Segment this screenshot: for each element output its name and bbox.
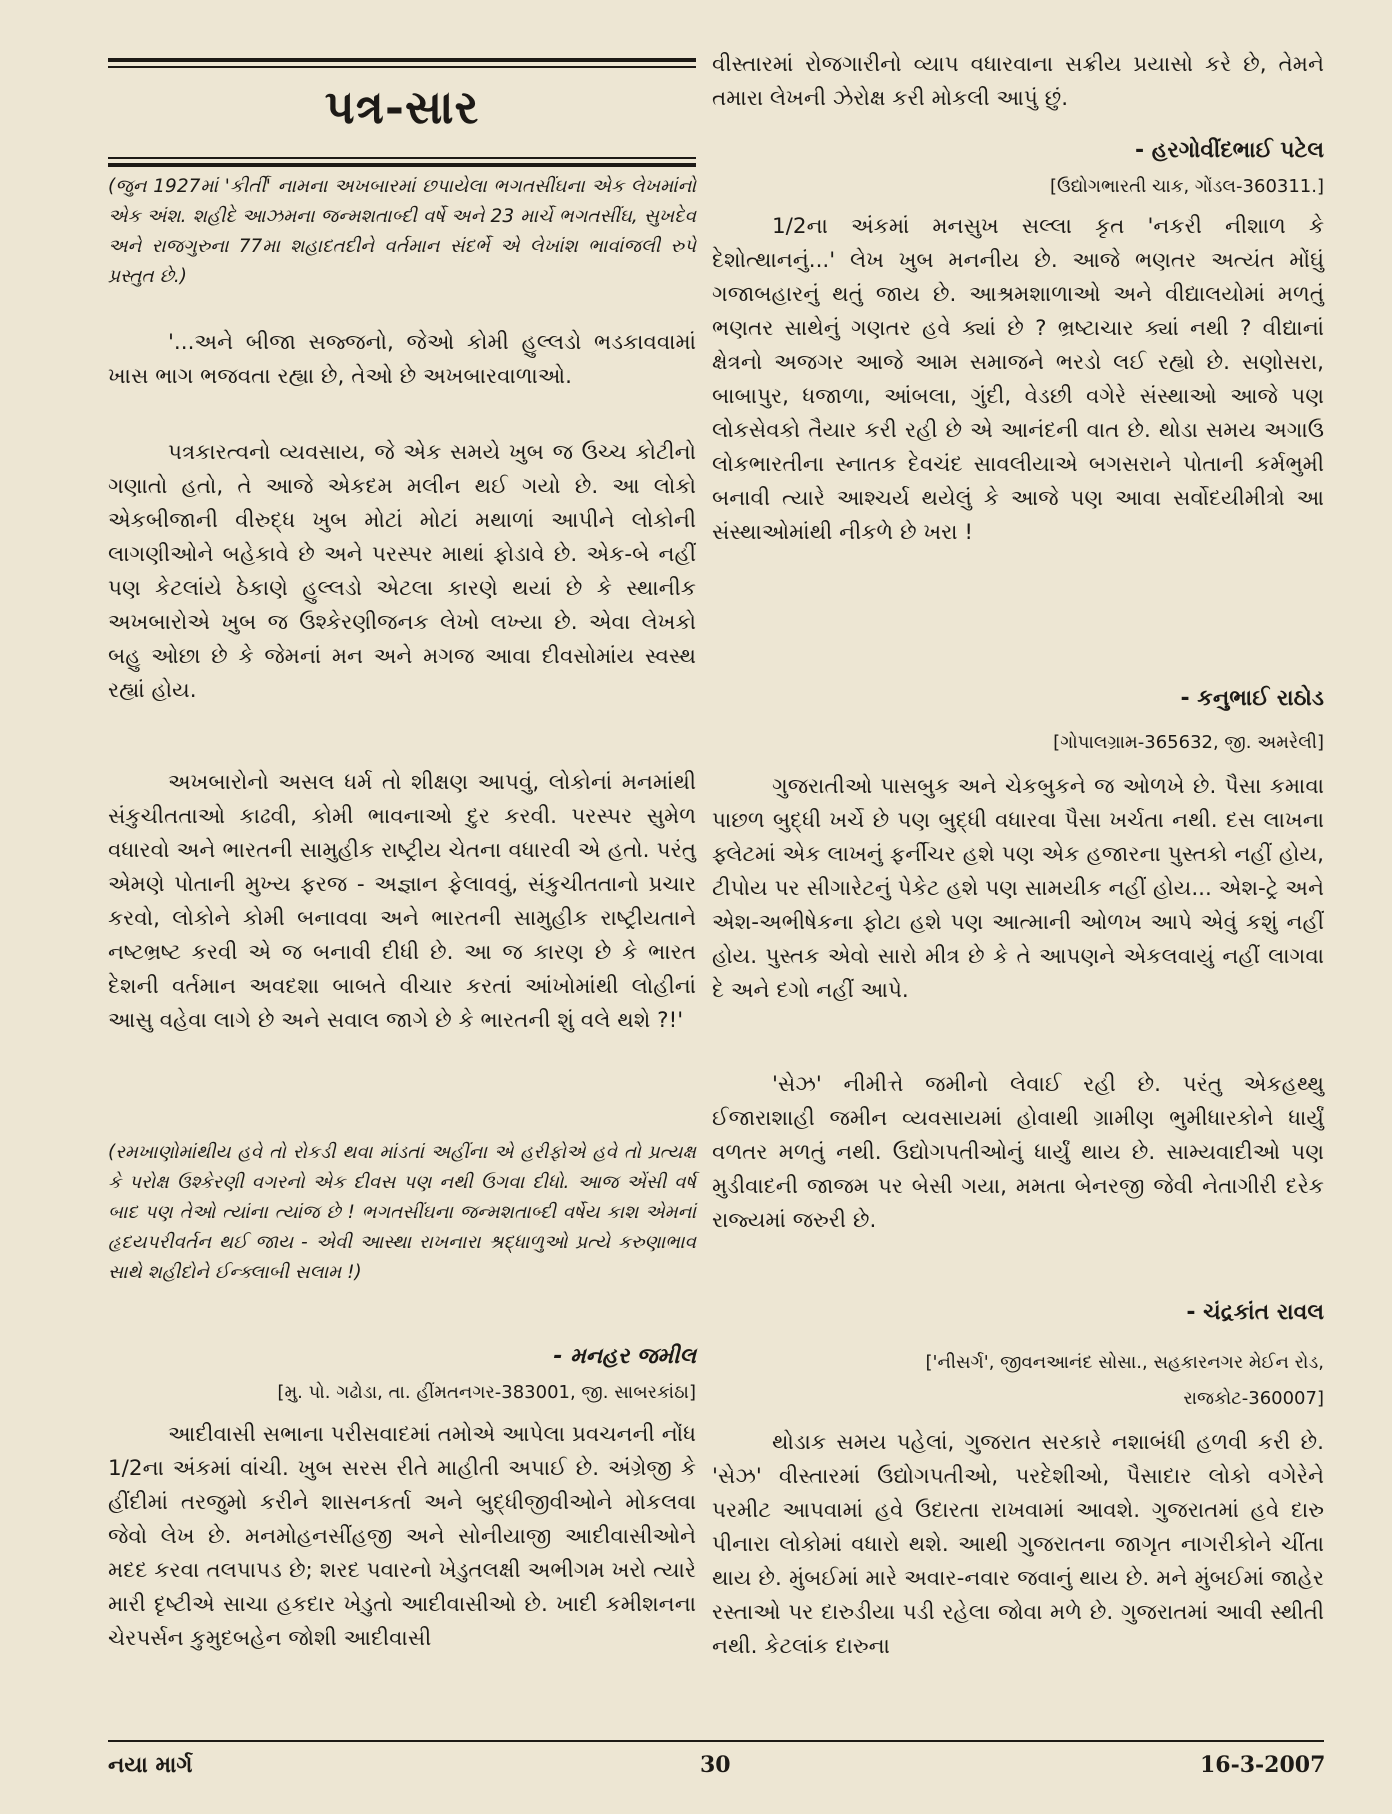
letter1-para-1: '...અને બીજા સજ્જનો, જેઓ કોમી હુલ્લડો ભડકાવવામાં ખાસ ભાગ ભજવતા રહ્યા છે, તેઓ છે અખબારવાળાઓ.	[108, 330, 696, 389]
letter4-para-2: 'સેઝ' નીમીત્તે જમીનો લેવાઈ રહી છે. પરંતુ એકહથ્થુ ઈજારાશાહી જમીન વ્યવસાયમાં હોવાથી ગ્રામીણ ભુમીધારકોને ધાર્યું વળતર મળતું નથી. ઉદ્યોગપતીઓનું ધાર્યું થાય છે. સામ્યવાદીઓ પણ મુડીવાદની જાજમ પર બેસી ગયા, મમતા બેનરજી જેવી નેતાગીરી દરેક રાજ્યમાં જરુરી છે.	[712, 1072, 1324, 1233]
intro-note: (જુન 1927માં 'કીર્તી' નામના અખબારમાં છપાયેલા ભગતસીંઘના એક લેખમાંનો એક અંશ. શહીદે આઝમના જન્મશતાબ્દી વર્ષે અને 23 માર્ચે ભગતસીંઘ, સુખદેવ અને રાજગુરુના 77મા શહાદતદીને વર્તમાન સંદર્ભે એ લેખાંશ ભાવાંજલી રુપે પ્રસ્તુત છે.)	[108, 176, 696, 287]
letter4-para-1: ગુજરાતીઓ પાસબુક અને ચેકબુકને જ ઓળખે છે. પૈસા કમાવા પાછળ બુદ્ધી ખર્ચે છે પણ બુદ્ધી વધારવા પૈસા ખર્ચતા નથી. દસ લાખના ફ્લેટમાં એક લાખનું ફર્નીચર હશે પણ એક હજારના પુસ્તકો નહીં હોય, ટીપોય પર સીગારેટનું પેકેટ હશે પણ સામયીક નહીં હોય... એશ-ટ્રે અને એશ-અભીષેકના ફોટા હશે પણ આત્માની ઓળખ આપે એવું કશું નહીં હોય. પુસ્તક એવો સારો મીત્ર છે કે તે આપણને એકલવાયું નહીં લાગવા દે અને દગો નહીં આપે.	[712, 774, 1324, 1003]
letter3-address: [ગોપાલગ્રામ-365632, જી. અમરેલી]	[1053, 732, 1324, 753]
letter1-para-2: પત્રકારત્વનો વ્યવસાય, જે એક સમયે ખુબ જ ઉચ્ચ કોટીનો ગણાતો હતો, તે આજે એકદમ મલીન થઈ ગયો છે. આ લોકો એકબીજાની વીરુદ્ધ ખુબ મોટાં મોટાં મથાળાં આપીને લોકોની લાગણીઓને બહેકાવે છે અને પરસ્પર માથાં ફોડાવે છે. એક-બે નહીં પણ કેટલાંયે ઠેકાણે હુલ્લડો એટલા કારણે થયાં છે કે સ્થાનીક અખબારોએ ખુબ જ ઉશ્કેરણીજનક લેખો લખ્યા છે. એવા લેખકો બહુ ઓછા છે કે જેમનાં મન અને મગજ આવા દીવસોમાંય સ્વસ્થ રહ્યાં હોય.	[108, 440, 696, 703]
title-rule-bottom	[108, 157, 696, 167]
letter4-signature: - ચંદ્રકાંત રાવલ	[1186, 1300, 1324, 1325]
letter4-paragraph-2	[712, 1068, 1324, 1238]
letter2-para-left: આદીવાસી સભાના પરીસવાદમાં તમોએ આપેલા પ્રવચનની નોંધ 1/2ના અંકમાં વાંચી. ખુબ સરસ રીતે માહીતી અપાઈ છે. અંગ્રેજી કે હીંદીમાં તરજુમો કરીને શાસનકર્તા અને બુદ્ધીજીવીઓને મોકલવા જેવો લેખ છે. મનમોહનસીંહજી અને સોનીયાજી આદીવાસીઓને મદદ કરવા તલપાપડ છે; શરદ પવારનો ખેડુતલક્ષી અભીગમ ખરો ત્યારે મારી દૃષ્ટીએ સાચા હકદાર ખેડુતો આદીવાસીઓ છે. ખાદી કમીશનના ચેરપર્સન કુમુદબહેન જોશી આદીવાસી	[108, 1422, 696, 1651]
title-rule-top	[108, 58, 696, 68]
footer-rule	[108, 1740, 1324, 1742]
letter2-paragraph-left	[108, 1418, 696, 1656]
letter1-address: [મુ. પો. ગઢોડા, તા. હીંમતનગર-383001, જી. સાબરકાંઠા]	[277, 1382, 696, 1403]
letter4-paragraph-1	[712, 770, 1324, 1008]
letter1-paragraph-1	[108, 326, 696, 394]
page-title: પત્ર-સાર	[324, 80, 480, 134]
letter2-paragraph-right: વીસ્તારમાં રોજગારીનો વ્યાપ વધારવાના સક્રીય પ્રયાસો કરે છે, તેમને તમારા લેખની ઝેરોક્ષ કરી મોકલી આપું છું.	[712, 52, 1324, 111]
footer-publication: નયા માર્ગ	[108, 1752, 193, 1778]
letter1-paragraph-3	[108, 766, 696, 1038]
footer-page-number: 30	[700, 1752, 731, 1778]
letter2-signature: - હરગોવીંદભાઈ પટેલ	[1134, 138, 1324, 163]
letter5-paragraph	[712, 1426, 1324, 1664]
letter5-para: થોડાક સમય પહેલાં, ગુજરાત સરકારે નશાબંધી હળવી કરી છે. 'સેઝ' વીસ્તારમાં ઉદ્યોગપતીઓ, પરદેશીઓ, પૈસાદાર લોકો વગેરેને પરમીટ આપવામાં હવે ઉદારતા રાખવામાં આવશે. ગુજરાતમાં હવે દારુ પીનારા લોકોમાં વધારો થશે. આથી ગુજરાતના જાગૃત નાગરીકોને ચીંતા થાય છે. મુંબઈમાં મારે અવાર-નવાર જવાનું થાય છે. મને મુંબઈમાં જાહેર રસ્તાઓ પર દારુડીયા પડી રહેલા જોવા મળે છે. ગુજરાતમાં આવી સ્થીતી નથી. કેટલાંક દારુના	[712, 1430, 1324, 1659]
letter1-para-3: અખબારોનો અસલ ધર્મ તો શીક્ષણ આપવું, લોકોનાં મનમાંથી સંકુચીતતાઓ કાઢવી, કોમી ભાવનાઓ દુર કરવી. પરસ્પર સુમેળ વધારવો અને ભારતની સામુહીક રાષ્ટ્રીય ચેતના વધારવી એ હતો. પરંતુ એમણે પોતાની મુખ્ય ફરજ - અજ્ઞાન ફેલાવવું, સંકુચીતતાનો પ્રચાર કરવો, લોકોને કોમી બનાવવા અને ભારતની સામુહીક રાષ્ટ્રીયતાને નષ્ટભ્રષ્ટ કરવી એ જ બનાવી દીધી છે. આ જ કારણ છે કે ભારત દેશની વર્તમાન અવદશા બાબતે વીચાર કરતાં આંખોમાંથી લોહીનાં આસુ વહેવા લાગે છે અને સવાલ જાગે છે કે ભારતની શું વલે થશે ?!'	[108, 770, 696, 1033]
letter3-paragraph	[712, 210, 1324, 550]
letter4-address-line-1: ['નીસર્ગ', જીવનઆનંદ સોસા., સહકારનગર મેઈન રોડ,	[925, 1352, 1324, 1373]
letter1-closing-note: (રમખાણોમાંથીય હવે તો રોકડી થવા માંડતાં અહીંના એ હરીફોએ હવે તો પ્રત્યક્ષ કે પરોક્ષ ઉશ્કેરણી વગરનો એક દીવસ પણ નથી ઉગવા દીધો. આજ એંસી વર્ષ બાદ પણ તેઓ ત્યાંના ત્યાંજ છે ! ભગતસીંઘના જન્મશતાબ્દી વર્ષેય કાશ એમનાં હૃદયપરીવર્તન થઈ જાય - એવી આસ્થા રાખનારા શ્રદ્ધાળુઓ પ્રત્યે કરુણાભાવ સાથે શહીદોને ઈન્ક્લાબી સલામ !)	[108, 1142, 696, 1283]
letter2-address: [ઉદ્યોગભારતી ચાક, ગોંડલ-360311.]	[1050, 176, 1324, 197]
letter4-address-line-2: રાજકોટ-360007]	[1183, 1388, 1324, 1409]
footer-date: 16-3-2007	[1200, 1752, 1326, 1778]
letter1-signature: - મનહર જમીલ	[553, 1344, 696, 1369]
letter3-signature: - કનુભાઈ રાઠોડ	[1180, 686, 1324, 711]
letter3-para: 1/2ના અંકમાં મનસુખ સલ્લા કૃત 'નકરી નીશાળ કે દેશોત્થાનનું...' લેખ ખુબ મનનીય છે. આજે ભણતર અત્યંત મોંઘું ગજાબહારનું થતું જાય છે. આશ્રમશાળાઓ અને વીદ્યાલયોમાં મળતું ભણતર સાથેનું ગણતર હવે ક્યાં છે ? ભ્રષ્ટાચાર ક્યાં નથી ? વીદ્યાનાં ક્ષેત્રનો અજગર આજે આમ સમાજને ભરડો લઈ રહ્યો છે. સણોસરા, બાબાપુર, ધજાળા, આંબલા, ગુંદી, વેડછી વગેરે સંસ્થાઓ આજે પણ લોકસેવકો તૈયાર કરી રહી છે એ આનંદની વાત છે. થોડા સમય અગાઉ લોકભારતીના સ્નાતક દેવચંદ સાવલીયાએ બગસરાને પોતાની કર્મભુમી બનાવી ત્યારે આશ્ચર્ય થયેલું કે આજે પણ આવા સર્વોદયીમીત્રો આ સંસ્થાઓમાંથી નીકળે છે ખરા !	[712, 214, 1324, 545]
letter1-paragraph-2	[108, 436, 696, 708]
